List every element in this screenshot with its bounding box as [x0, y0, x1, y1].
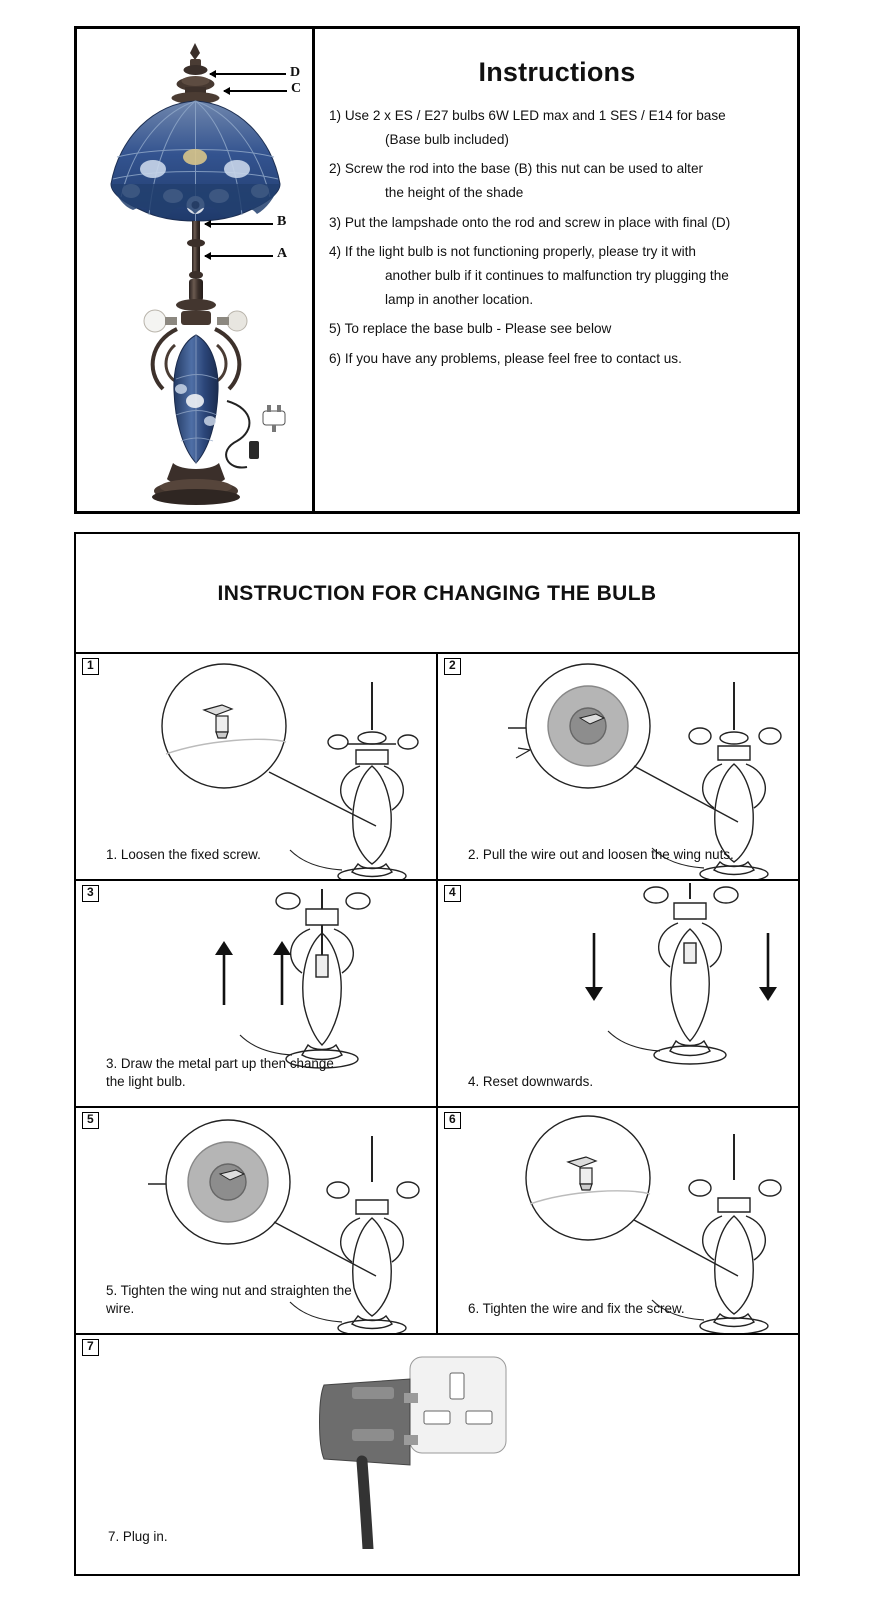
instruction-item-4	[329, 242, 785, 310]
callout-label-a: A	[277, 246, 288, 261]
step-cell-4	[438, 881, 798, 1106]
step-cell-2	[438, 654, 798, 879]
instructions-panel	[74, 26, 800, 514]
callout-line-c	[224, 90, 287, 92]
page-title: Instructions	[478, 57, 636, 87]
instruction-list	[329, 106, 785, 370]
step-number: 2	[444, 658, 461, 675]
step-caption-4: 4. Reset downwards.	[468, 1073, 594, 1089]
instruction-item-2	[329, 159, 785, 203]
callout-line-b	[205, 223, 273, 225]
instruction-text: 4) If the light bulb is not functioning properly, please try it with	[329, 244, 696, 260]
step-caption-3: 3. Draw the metal part up then change the light bulb.	[106, 1056, 334, 1089]
step-number: 6	[444, 1112, 461, 1129]
steps-row-2	[76, 881, 798, 1108]
instruction-text: 2) Screw the rod into the base (B) this nut can be used to alter	[329, 161, 704, 177]
instruction-item-3	[329, 213, 785, 234]
lamp-diagram-cell	[77, 29, 315, 511]
step-number: 4	[444, 885, 461, 902]
step-caption-6: 6. Tighten the wire and fix the screw.	[468, 1300, 685, 1316]
step-caption-7: 7. Plug in.	[108, 1528, 168, 1544]
bulb-change-title: INSTRUCTION FOR CHANGING THE BULB	[217, 582, 657, 605]
steps-grid	[76, 652, 798, 1574]
step-caption-1: 1. Loosen the fixed screw.	[106, 846, 261, 862]
instruction-subtext: another bulb if it continues to malfunction try plugging the	[385, 267, 729, 283]
instruction-text: 5) To replace the base bulb - Please see below	[329, 321, 612, 337]
instructions-text-cell	[315, 29, 797, 511]
instruction-text: 3) Put the lampshade onto the rod and screw in place with final (D)	[329, 214, 731, 230]
step-number: 7	[82, 1339, 99, 1356]
callout-line-a	[205, 255, 273, 257]
lamp-svg	[77, 29, 315, 511]
steps-row-4	[76, 1335, 798, 1567]
callout-label-b: B	[277, 214, 287, 229]
step-cell-5	[76, 1108, 438, 1333]
steps-row-1	[76, 654, 798, 881]
instruction-item-1	[329, 106, 785, 150]
step-cell-6	[438, 1108, 798, 1333]
steps-row-3	[76, 1108, 798, 1335]
callout-line-d	[210, 73, 286, 75]
instruction-item-6	[329, 349, 785, 370]
bulb-change-panel	[74, 532, 800, 1576]
step-number: 3	[82, 885, 99, 902]
instruction-subtext-2: lamp in another location.	[385, 291, 534, 307]
step-cell-7	[76, 1335, 798, 1567]
step-cell-3	[76, 881, 438, 1106]
instruction-text: 6) If you have any problems, please feel free to contact us.	[329, 350, 682, 366]
instruction-subtext: the height of the shade	[385, 184, 524, 200]
plug-illustration	[312, 1349, 572, 1549]
step-number: 5	[82, 1112, 99, 1129]
step-caption-5: 5. Tighten the wing nut and straighten the wire.	[106, 1283, 352, 1316]
callout-label-c: C	[291, 81, 302, 96]
step-caption-2: 2. Pull the wire out and loosen the wing nuts.	[468, 846, 734, 862]
lamp-illustration	[77, 29, 312, 511]
instruction-text: 1) Use 2 x ES / E27 bulbs 6W LED max and 1 SES / E14 for base	[329, 108, 726, 123]
callout-label-d: D	[290, 65, 301, 80]
step-cell-1	[76, 654, 438, 879]
instruction-subtext: (Base bulb included)	[385, 131, 509, 147]
instruction-item-5	[329, 319, 785, 340]
step-number: 1	[82, 658, 99, 675]
